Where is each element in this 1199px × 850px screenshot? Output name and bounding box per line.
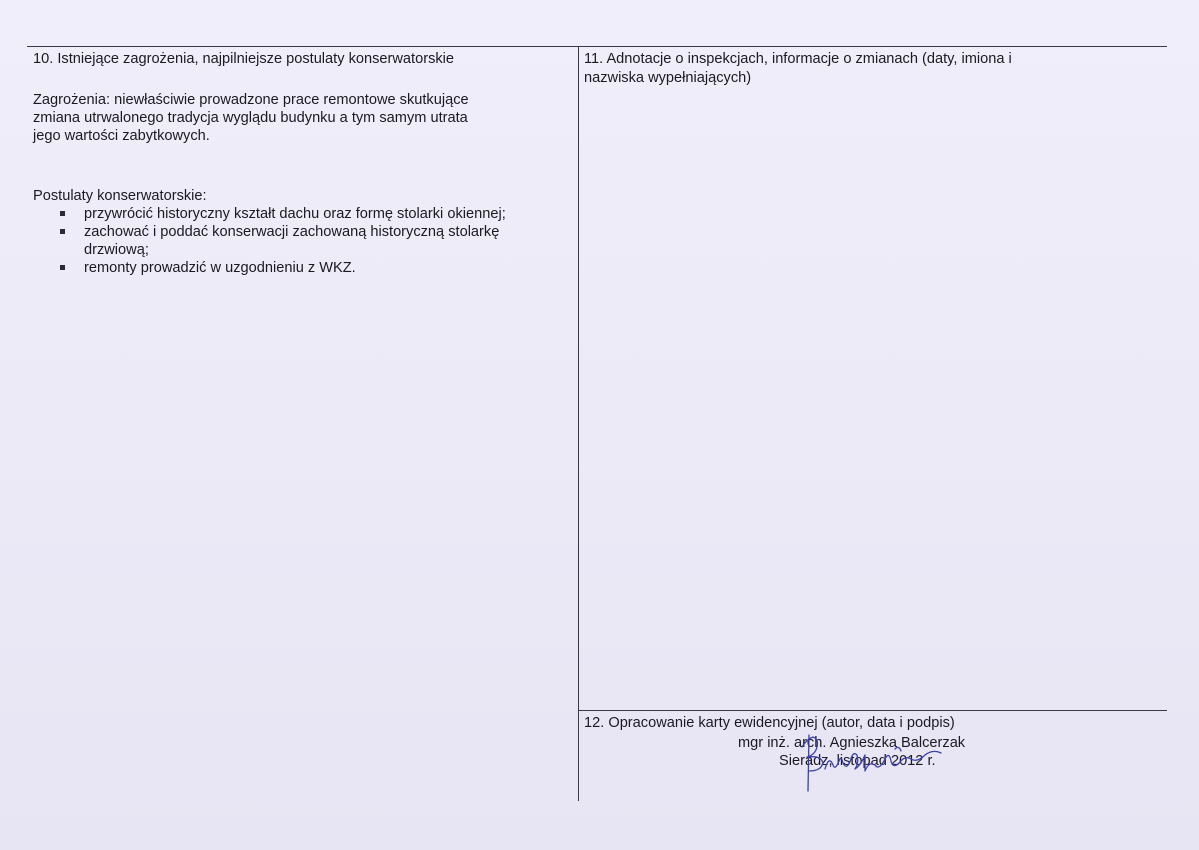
postulates-label: Postulaty konserwatorskie: xyxy=(33,188,207,204)
postulate-text: zachować i poddać konserwacji zachowaną historyczną stolarkę drzwiową; xyxy=(84,224,500,258)
bullet-icon xyxy=(60,211,65,216)
list-item xyxy=(33,205,514,223)
place-and-date: Sieradz, listopad 2012 r. xyxy=(779,753,936,769)
list-item xyxy=(33,259,514,277)
author-name: mgr inż. arch. Agnieszka Balcerzak xyxy=(738,735,966,751)
section10-heading: 10. Istniejące zagrożenia, najpilniejsze postulaty konserwatorskie xyxy=(33,51,455,67)
list-item xyxy=(33,223,514,259)
section11-heading-line2: nazwiska wypełniających) xyxy=(584,70,752,86)
bullet-icon xyxy=(60,265,65,270)
section11-heading-line1: 11. Adnotacje o inspekcjach, informacje o zmianach (daty, imiona i xyxy=(584,51,1012,67)
postulates-list xyxy=(33,205,514,277)
section12-heading: 12. Opracowanie karty ewidencyjnej (autor, data i podpis) xyxy=(584,715,955,731)
section12-top-line xyxy=(578,710,1167,711)
postulate-text: przywrócić historyczny kształt dachu oraz formę stolarki okiennej; xyxy=(84,206,506,222)
threats-paragraph: Zagrożenia: niewłaściwie prowadzone prace remontowe skutkujące zmiana utrwalonego tradycja wyglądu budynku a tym samym utrata jego wartości zabytkowych. xyxy=(33,92,469,144)
postulate-text: remonty prowadzić w uzgodnieniu z WKZ. xyxy=(84,260,356,276)
bullet-icon xyxy=(60,229,65,234)
handwritten-signature-icon xyxy=(795,725,955,795)
column-divider-line xyxy=(578,46,579,801)
top-border-line xyxy=(27,46,1167,47)
